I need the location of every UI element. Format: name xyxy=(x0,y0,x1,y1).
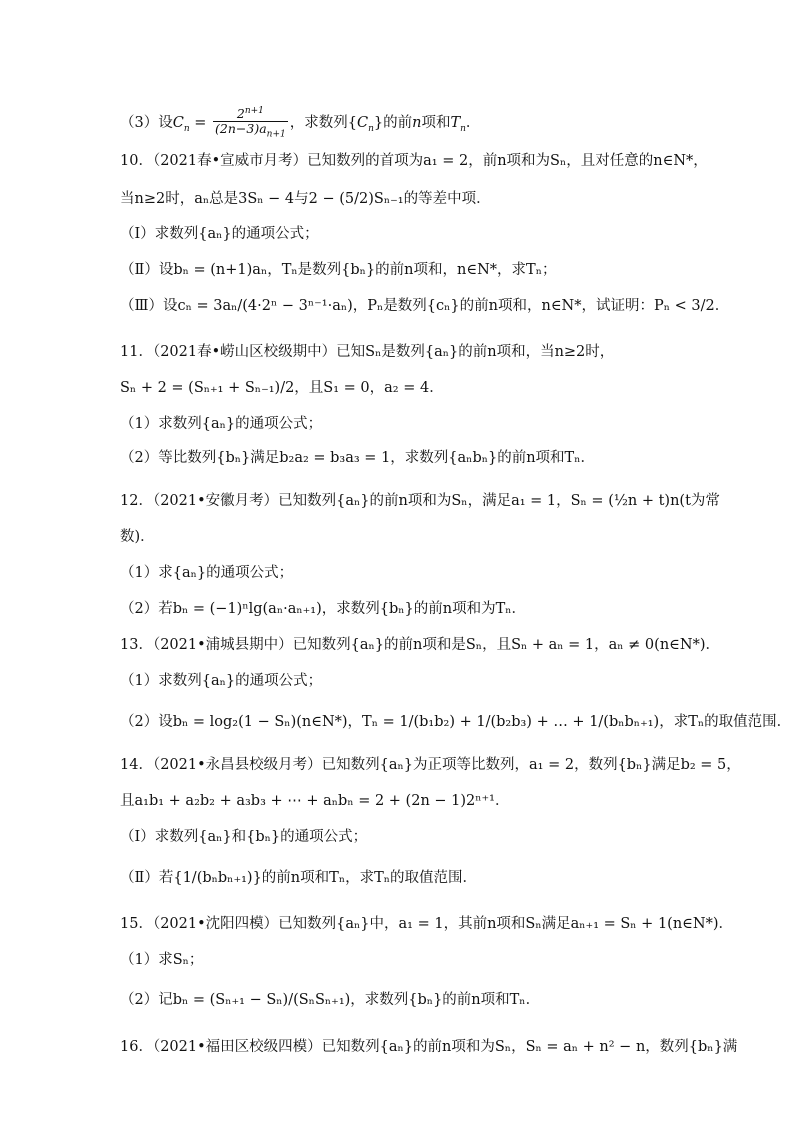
problem-14-body: 且a₁b₁ + a₂b₂ + a₃b₃ + ⋯ + aₙbₙ = 2 + (2n − 1)2ⁿ⁺¹． xyxy=(120,793,510,809)
problem-9-part-3: （3）设$C_n$ = $\frac{2^{n+1}}{(2n-3)a_{n+1}}$ ，求数列$\{C_n\}$的前n项和$T_n$． xyxy=(120,106,481,140)
problem-14-part-1: （Ⅰ）求数列{aₙ}和{bₙ}的通项公式； xyxy=(120,829,368,845)
problem-11-part-2: （2）等比数列{bₙ}满足b₂a₂ = b₃a₃ = 1，求数列{aₙbₙ}的前n项和Tₙ． xyxy=(120,450,596,466)
problem-13-heading: 13．（2021•浦城县期中）已知数列{aₙ}的前n项和是Sₙ，且Sₙ + aₙ = 1，aₙ ≠ 0(n∈N*)． xyxy=(120,637,720,653)
problem-11-part-1: （1）求数列{aₙ}的通项公式； xyxy=(120,416,323,432)
problem-13-part-1: （1）求数列{aₙ}的通项公式； xyxy=(120,673,323,689)
problem-15-part-1: （1）求Sₙ； xyxy=(120,952,204,968)
problem-15-part-2: （2）记bₙ = (Sₙ₊₁ − Sₙ)/(SₙSₙ₊₁)，求数列{bₙ}的前n项和Tₙ． xyxy=(120,992,541,1008)
problem-11-heading: 11．（2021春•崂山区校级期中）已知Sₙ是数列{aₙ}的前n项和，当n≥2时， xyxy=(120,344,615,360)
problem-14-heading: 14．（2021•永昌县校级月考）已知数列{aₙ}为正项等比数列，a₁ = 2，数列{bₙ}满足b₂ = 5， xyxy=(120,757,741,773)
problem-12-part-2: （2）若bₙ = (−1)ⁿlg(aₙ·aₙ₊₁)，求数列{bₙ}的前n项和为Tₙ． xyxy=(120,601,527,617)
problem-12-body: 数)． xyxy=(120,529,155,545)
problem-16-heading: 16．（2021•福田区校级四模）已知数列{aₙ}的前n项和为Sₙ，Sₙ = aₙ + n² − n，数列{bₙ}满 xyxy=(120,1039,738,1055)
problem-12-heading: 12．（2021•安徽月考）已知数列{aₙ}的前n项和为Sₙ，满足a₁ = 1，Sₙ = (½n + t)n(t为常 xyxy=(120,493,720,509)
problem-10-body: 当n≥2时，aₙ总是3Sₙ − 4与2 − (5/2)Sₙ₋₁的等差中项． xyxy=(120,191,491,207)
problem-10-part-1: （Ⅰ）求数列{aₙ}的通项公式； xyxy=(120,226,319,242)
problem-10-part-2: （Ⅱ）设bₙ = (n+1)aₙ，Tₙ是数列{bₙ}的前n项和，n∈N*，求Tₙ； xyxy=(120,262,557,278)
problem-10-heading: 10．（2021春•宣威市月考）已知数列的首项为a₁ = 2，前n项和为Sₙ，且对任意的n∈N*， xyxy=(120,153,708,169)
problem-13-part-2: （2）设bₙ = log₂(1 − Sₙ)(n∈N*)，Tₙ = 1/(b₁b₂) + 1/(b₂b₃) + … + 1/(bₙbₙ₊₁)，求Tₙ的取值范围． xyxy=(120,714,792,730)
problem-15-heading: 15．（2021•沈阳四模）已知数列{aₙ}中，a₁ = 1，其前n项和Sₙ满足aₙ₊₁ = Sₙ + 1(n∈N*)． xyxy=(120,916,733,932)
problem-12-part-1: （1）求{aₙ}的通项公式； xyxy=(120,565,294,581)
problem-11-body: Sₙ + 2 = (Sₙ₊₁ + Sₙ₋₁)/2，且S₁ = 0，a₂ = 4． xyxy=(120,380,444,396)
problem-10-part-3: （Ⅲ）设cₙ = 3aₙ/(4·2ⁿ − 3ⁿ⁻¹·aₙ)，Pₙ是数列{cₙ}的前n项和，n∈N*，试证明：Pₙ < 3/2． xyxy=(120,298,730,314)
problem-14-part-2: （Ⅱ）若{1/(bₙbₙ₊₁)}的前n项和Tₙ，求Tₙ的取值范围． xyxy=(120,870,478,886)
